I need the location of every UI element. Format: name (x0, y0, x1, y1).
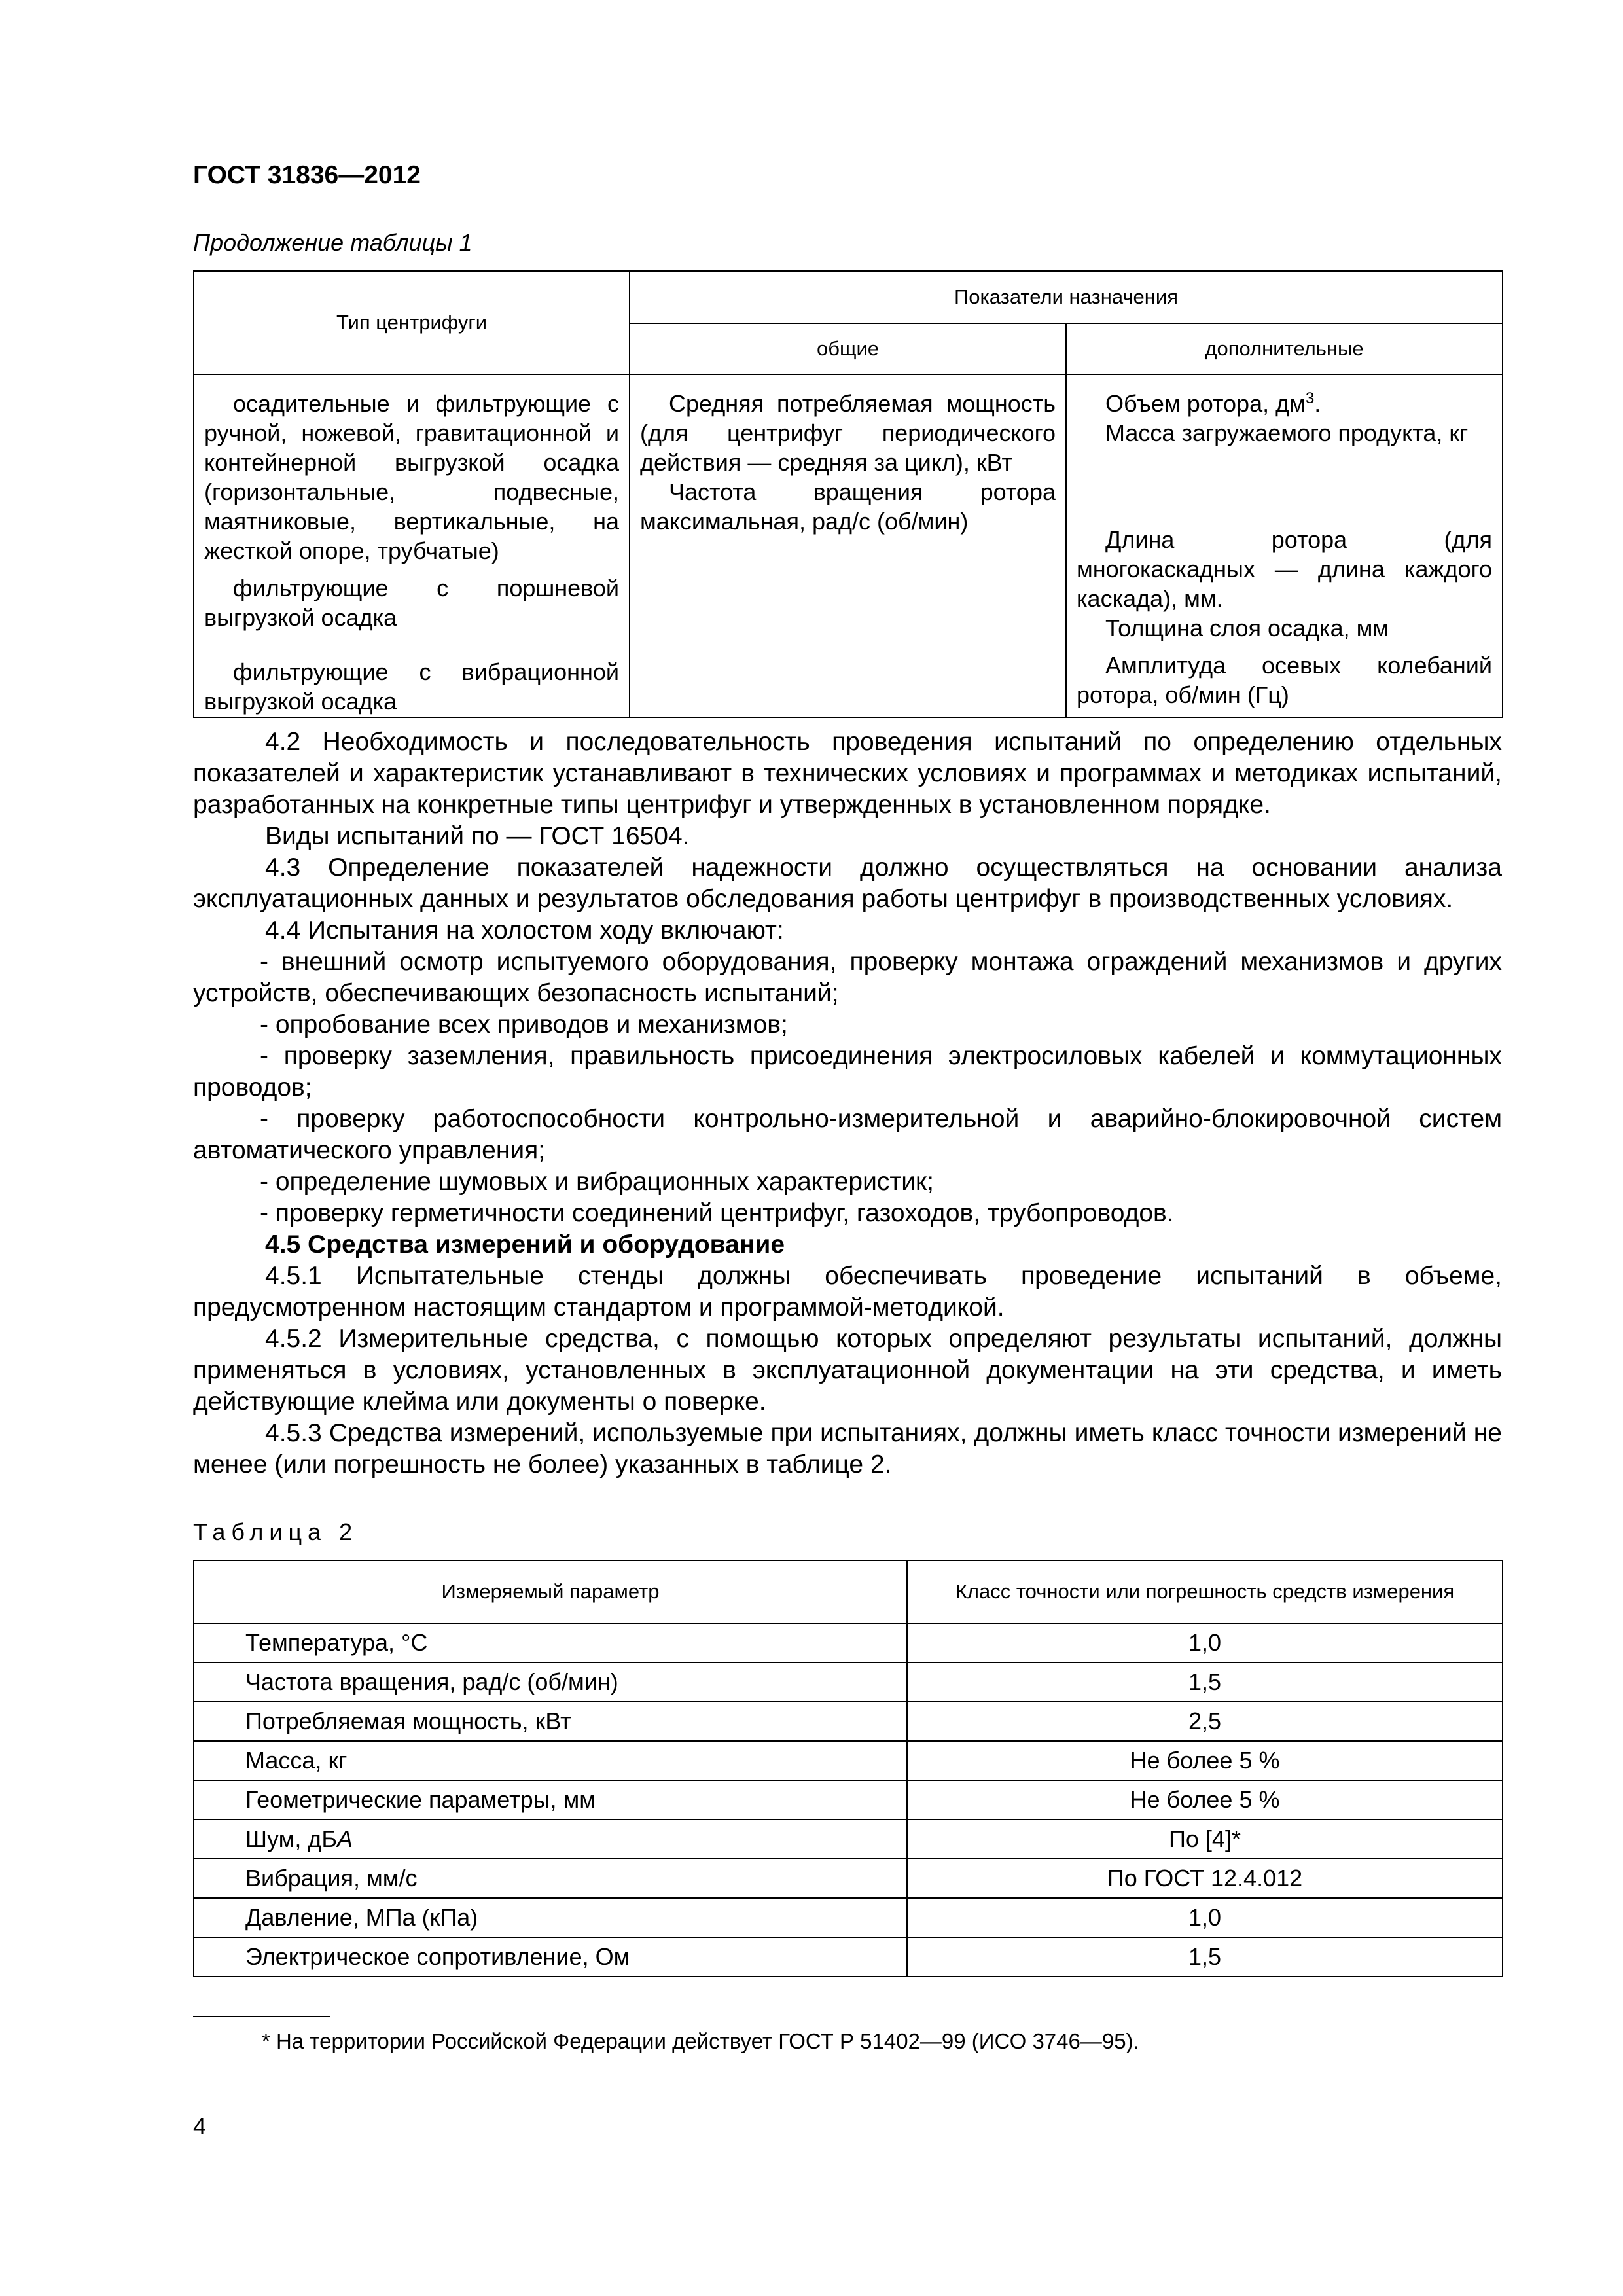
para-4-5-2: 4.5.2 Измерительные средства, с помощью которых определяют результаты испытаний, должны применяться в условиях, установленных в эксплуатационной документации на эти средства, и иметь действующие клейма или документы о поверке. (193, 1325, 1502, 1416)
general-1: Средняя потребляемая мощность (для центрифуг периодического действия — средняя за цикл), кВт (640, 390, 1056, 476)
para-4-5-1: 4.5.1 Испытательные стенды должны обеспечивать проведение испытаний в объеме, предусмотренном настоящим стандартом и программой-методикой. (193, 1262, 1502, 1321)
table-row: Давление, МПа (кПа) 1,0 (194, 1898, 1503, 1937)
header-general: общие (630, 323, 1066, 374)
list-item: - внешний осмотр испытуемого оборудования, проверку монтажа ограждений механизмов и других устройств, обеспечивающих безопасность испытаний; (193, 948, 1502, 1007)
standard-code: ГОСТ 31836—2012 (193, 161, 421, 189)
table-row: Вибрация, мм/с По ГОСТ 12.4.012 (194, 1859, 1503, 1898)
table1-caption: Продолжение таблицы 1 (193, 229, 473, 256)
cell-types (194, 374, 630, 717)
para-test-types: Виды испытаний по — ГОСТ 16504. (265, 822, 690, 850)
add-1b: Масса загружаемого продукта, кг (1105, 420, 1469, 446)
list-item: - опробование всех приводов и механизмов; (260, 1011, 788, 1039)
header-measured-parameter: Измеряемый параметр (194, 1560, 907, 1623)
table-row: Геометрические параметры, мм Не более 5 % (194, 1780, 1503, 1820)
page-number: 4 (193, 2113, 207, 2140)
list-item: - проверку герметичности соединений центрифуг, газоходов, трубопроводов. (260, 1199, 1174, 1227)
table-row: Потребляемая мощность, кВт 2,5 (194, 1702, 1503, 1741)
table-row: Частота вращения, рад/с (об/мин) 1,5 (194, 1662, 1503, 1702)
body-text (193, 726, 1502, 1480)
para-4-5-3: 4.5.3 Средства измерений, используемые при испытаниях, должны иметь класс точности измерений не менее (или погрешность не более) указанных в таблице 2. (193, 1419, 1502, 1479)
cell-additional (1066, 374, 1503, 717)
type-1: осадительные и фильтрующие с ручной, ножевой, гравитационной и контейнерной выгрузкой осадка (горизонтальные, подвесные, маятниковые, вертикальные, на жесткой опоре, трубчатые) (204, 390, 619, 564)
section-4-5-heading: 4.5 Средства измерений и оборудование (265, 1230, 785, 1259)
header-purpose-indicators: Показатели назначения (630, 271, 1503, 323)
type-3: фильтрующие с вибрационной выгрузкой осадка (204, 658, 619, 715)
para-4-3: 4.3 Определение показателей надежности должно осуществляться на основании анализа эксплуатационных данных и результатов обследования работы центрифуг в производственных условиях. (193, 853, 1502, 913)
list-item: - проверку заземления, правильность присоединения электросиловых кабелей и коммутационных проводов; (193, 1042, 1502, 1102)
cell-general (630, 374, 1066, 717)
header-centrifuge-type: Тип центрифуги (194, 271, 630, 374)
table-row: Масса, кг Не более 5 % (194, 1741, 1503, 1780)
list-item: - определение шумовых и вибрационных характеристик; (260, 1168, 934, 1196)
header-additional: дополнительные (1066, 323, 1503, 374)
para-4-4: 4.4 Испытания на холостом ходу включают: (265, 916, 784, 944)
table-2 (193, 1560, 1503, 1977)
table-row: Температура, °С 1,0 (194, 1623, 1503, 1662)
add-1a: Объем ротора, $дм^3$. (1105, 389, 1321, 417)
add-3: Амплитуда осевых колебаний ротора, об/мин (Гц) (1077, 652, 1492, 708)
footnote: * На территории Российской Федерации действует ГОСТ Р 51402—99 (ИСО 3746—95). (262, 2029, 1139, 2053)
header-accuracy-class: Класс точности или погрешность средств измерения (907, 1560, 1503, 1623)
add-2b: Толщина слоя осадка, мм (1105, 615, 1389, 641)
table2-caption: Таблица 2 (193, 1518, 359, 1545)
para-4-2: 4.2 Необходимость и последовательность проведения испытаний по определению отдельных показателей и характеристик устанавливают в технических условиях и программах и методиках испытаний, разработанных на конкретные типы центрифуг и утвержденных в установленном порядке. (193, 728, 1502, 819)
table-row: Шум, дБА По [4]* (194, 1820, 1503, 1859)
table-1 (193, 270, 1503, 718)
add-2a: Длина ротора (для многокаскадных — длина каждого каскада), мм. (1077, 526, 1492, 612)
type-2: фильтрующие с поршневой выгрузкой осадка (204, 575, 619, 631)
list-item: - проверку работоспособности контрольно-измерительной и аварийно-блокировочной систем автоматического управления; (193, 1105, 1502, 1164)
table-row: Электрическое сопротивление, Ом 1,5 (194, 1937, 1503, 1977)
general-2: Частота вращения ротора максимальная, рад/с (об/мин) (640, 478, 1056, 535)
footnote-divider (193, 2016, 330, 2017)
